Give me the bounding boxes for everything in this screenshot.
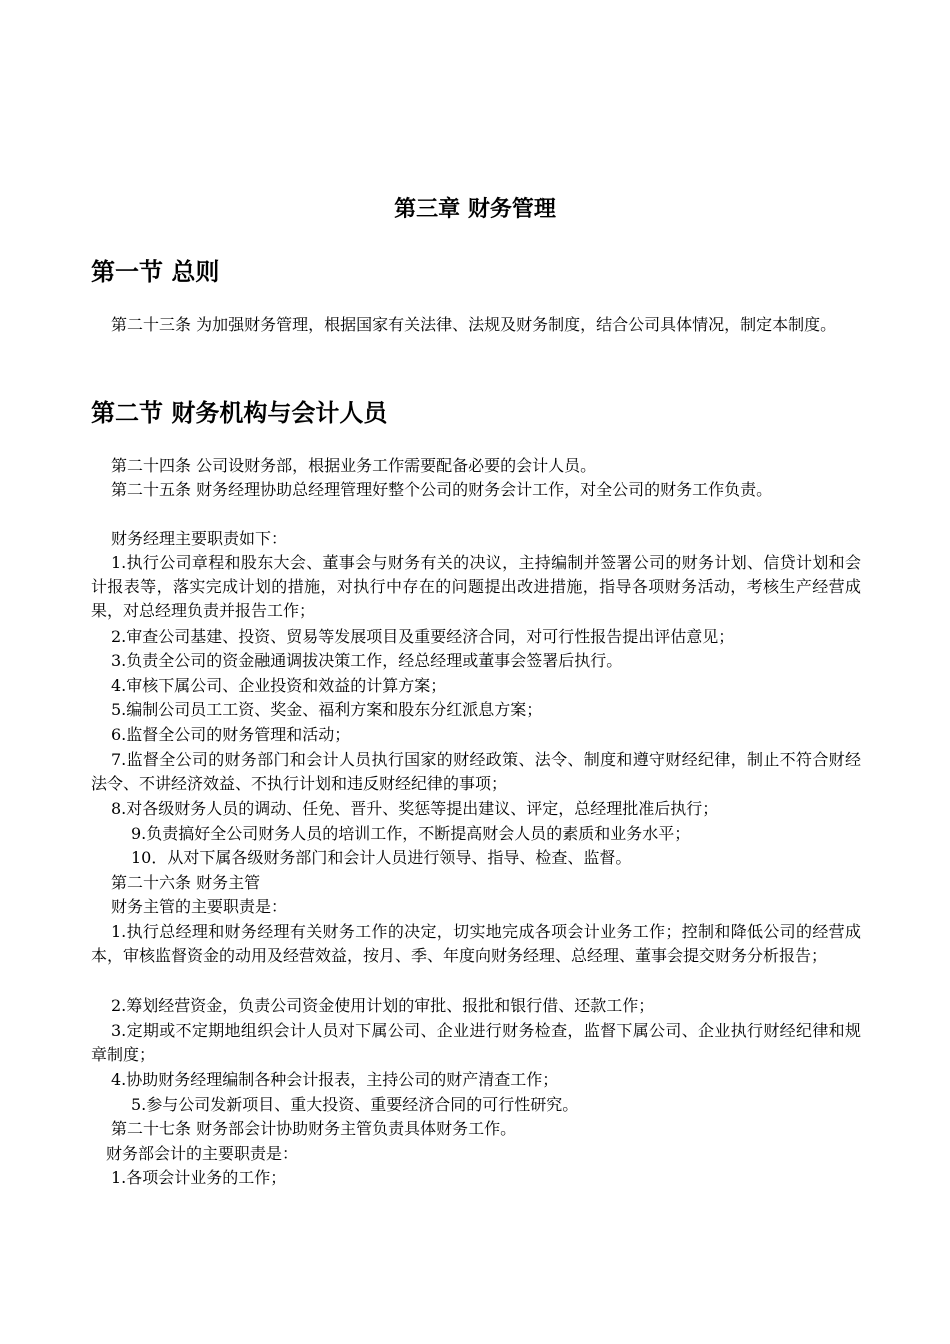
supervisor-duty-1: 1.执行总经理和财务经理有关财务工作的决定，切实地完成各项会计业务工作；控制和降低公司的经营成本，审核监督资金的动用及经营效益，按月、季、年度向财务经理、总经理、董事会提交财务分析报告； bbox=[91, 922, 861, 965]
manager-duty-6: 6.监督全公司的财务管理和活动； bbox=[111, 725, 351, 744]
article-24: 第二十四条 公司设财务部，根据业务工作需要配备必要的会计人员。 bbox=[111, 456, 597, 475]
manager-duty-1: 1.执行公司章程和股东大会、董事会与财务有关的决议，主持编制并签署公司的财务计划、信贷计划和会计报表等，落实完成计划的措施，对执行中存在的问题提出改进措施，指导各项财务活动，考核生产经营成果，对总经理负责并报告工作； bbox=[91, 553, 861, 620]
chapter-title: 第三章 财务管理 bbox=[394, 197, 556, 222]
manager-duty-9: 9.负责搞好全公司财务人员的培训工作，不断提高财会人员的素质和业务水平； bbox=[131, 824, 691, 843]
supervisor-duty-3: 3.定期或不定期地组织会计人员对下属公司、企业进行财务检查，监督下属公司、企业执行财经纪律和规章制度； bbox=[91, 1021, 861, 1064]
section-title-general: 第一节 总则 bbox=[91, 258, 220, 286]
manager-duty-2: 2.审查公司基建、投资、贸易等发展项目及重要经济合同，对可行性报告提出评估意见； bbox=[111, 627, 735, 646]
article-23: 第二十三条 为加强财务管理，根据国家有关法律、法规及财务制度，结合公司具体情况，制定本制度。 bbox=[111, 315, 837, 334]
supervisor-duty-4: 4.协助财务经理编制各种会计报表，主持公司的财产清查工作； bbox=[111, 1070, 559, 1089]
section-title-finance-org: 第二节 财务机构与会计人员 bbox=[91, 399, 388, 427]
accountant-duty-1: 1.各项会计业务的工作； bbox=[111, 1168, 287, 1187]
manager-duty-4: 4.审核下属公司、企业投资和效益的计算方案； bbox=[111, 676, 447, 695]
article-26: 第二十六条 财务主管 bbox=[111, 873, 261, 892]
manager-duty-10: 10．从对下属各级财务部门和会计人员进行领导、指导、检查、监督。 bbox=[131, 848, 632, 867]
supervisor-duties-intro: 财务主管的主要职责是： bbox=[111, 897, 288, 916]
supervisor-duty-2: 2.筹划经营资金，负责公司资金使用计划的审批、报批和银行借、还款工作； bbox=[111, 996, 655, 1015]
manager-duties-intro: 财务经理主要职责如下： bbox=[111, 529, 288, 548]
manager-duty-8: 8.对各级财务人员的调动、任免、晋升、奖惩等提出建议、评定，总经理批准后执行； bbox=[111, 799, 719, 818]
accountant-duties-intro: 财务部会计的主要职责是： bbox=[106, 1144, 299, 1163]
manager-duty-5: 5.编制公司员工工资、奖金、福利方案和股东分红派息方案； bbox=[111, 700, 543, 719]
supervisor-duty-5: 5.参与公司发新项目、重大投资、重要经济合同的可行性研究。 bbox=[131, 1095, 579, 1114]
article-25: 第二十五条 财务经理协助总经理管理好整个公司的财务会计工作，对全公司的财务工作负责。 bbox=[111, 480, 773, 499]
manager-duty-7: 7.监督全公司的财务部门和会计人员执行国家的财经政策、法令、制度和遵守财经纪律，制止不符合财经法令、不讲经济效益、不执行计划和违反财经纪律的事项； bbox=[91, 750, 861, 793]
manager-duty-3: 3.负责全公司的资金融通调拔决策工作，经总经理或董事会签署后执行。 bbox=[111, 651, 623, 670]
article-27: 第二十七条 财务部会计协助财务主管负责具体财务工作。 bbox=[111, 1119, 517, 1138]
